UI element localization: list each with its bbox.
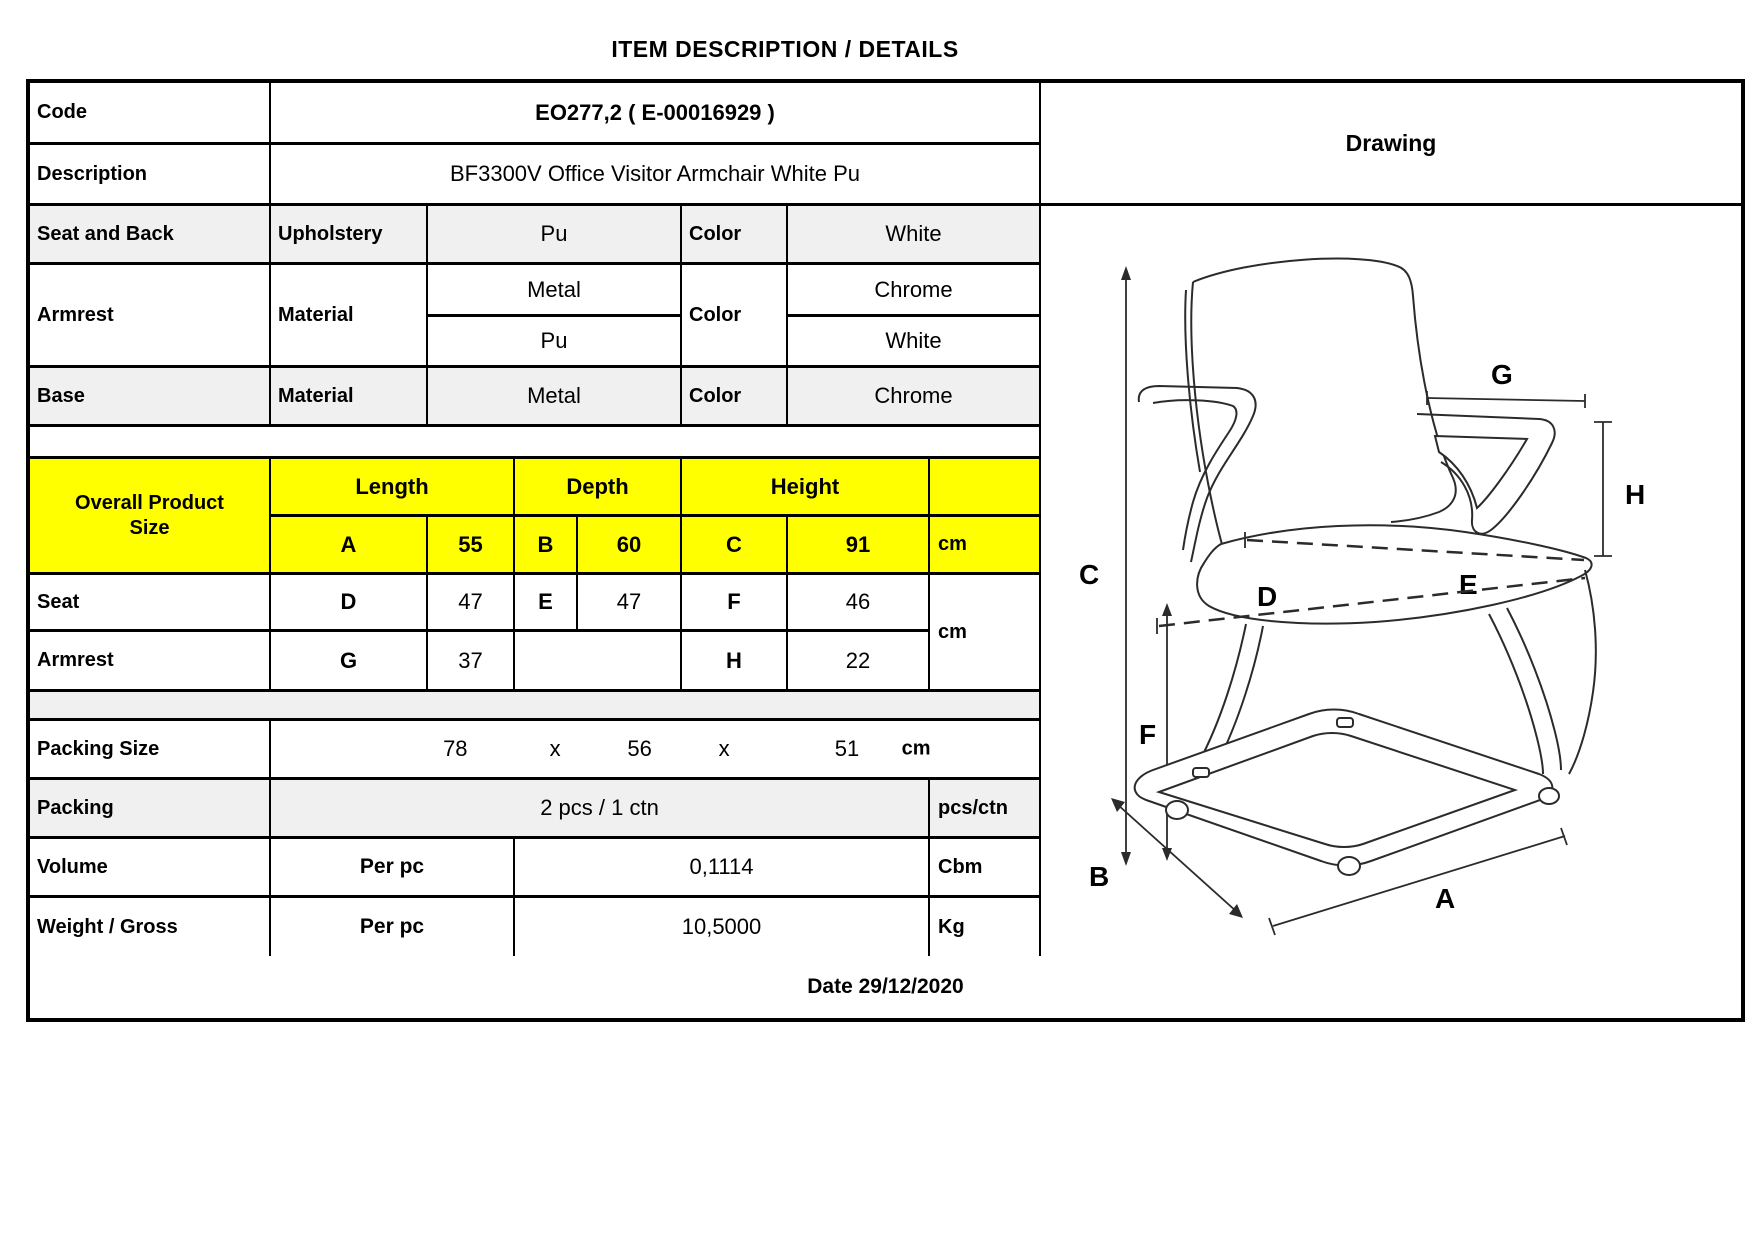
dim-label-h: H <box>1625 479 1646 510</box>
dim-label-a: A <box>1435 883 1456 914</box>
description-value: BF3300V Office Visitor Armchair White Pu <box>271 145 1041 206</box>
rail-foot-1 <box>1193 768 1209 777</box>
dim-arrow-c-top <box>1121 266 1131 280</box>
armrest-dim-label: Armrest <box>30 632 271 692</box>
overall-unit: cm <box>930 517 1041 575</box>
seat-e-value: 47 <box>578 575 682 632</box>
chair-drawing-svg <box>1041 206 1741 956</box>
dim-label-c: C <box>1079 559 1100 590</box>
caster-left <box>1166 801 1188 819</box>
dim-label-g: G <box>1491 359 1513 390</box>
volume-label: Volume <box>30 839 271 898</box>
packing-size-sep-2: x <box>718 736 730 761</box>
code-value: EO277,2 ( E-00016929 ) <box>271 83 1041 145</box>
armrest-material-1: Metal <box>428 265 682 317</box>
base-color-label: Color <box>682 368 788 427</box>
chair-back-inner-line <box>1185 290 1200 472</box>
depth-header: Depth <box>515 459 682 517</box>
packing-size-label: Packing Size <box>30 721 271 780</box>
dim-label-b: B <box>1089 861 1110 892</box>
seat-back-material: Pu <box>428 206 682 265</box>
dim-label-e: E <box>1459 569 1478 600</box>
armrest-g-key: G <box>271 632 428 692</box>
packing-size-length: 78 <box>443 736 468 761</box>
packing-value: 2 pcs / 1 ctn <box>271 780 930 839</box>
length-header: Length <box>271 459 515 517</box>
seat-dim-label: Seat <box>30 575 271 632</box>
volume-unit: Cbm <box>930 839 1041 898</box>
packing-size-sep-1: x <box>549 736 561 761</box>
dim-label-d: D <box>1257 581 1278 612</box>
dim-line-g <box>1427 398 1585 401</box>
overall-c-key: C <box>682 517 788 575</box>
armrest-color-2: White <box>788 317 1041 368</box>
chair-back-outline <box>1193 259 1456 522</box>
weight-value: 10,5000 <box>515 898 930 956</box>
packing-size-width: 56 <box>627 736 652 761</box>
seat-back-color-value: White <box>788 206 1041 265</box>
packing-unit: pcs/ctn <box>930 780 1041 839</box>
seat-f-key: F <box>682 575 788 632</box>
caster-right <box>1539 788 1559 804</box>
dim-label-f: F <box>1139 719 1157 750</box>
armrest-material-2: Pu <box>428 317 682 368</box>
base-attr: Material <box>271 368 428 427</box>
right-leg-outer <box>1507 608 1561 770</box>
armrest-attr: Material <box>271 265 428 368</box>
height-header: Height <box>682 459 930 517</box>
armrest-color-1: Chrome <box>788 265 1041 317</box>
spacer-row-shaded <box>30 692 1041 721</box>
base-color-value: Chrome <box>788 368 1041 427</box>
drawing-panel <box>1041 83 1741 956</box>
rail-foot-2 <box>1337 718 1353 727</box>
seat-d-key: D <box>271 575 428 632</box>
overall-a-key: A <box>271 517 428 575</box>
spacer-row <box>30 427 1041 459</box>
right-armrest-inner <box>1435 436 1527 508</box>
chair-drawing <box>1041 206 1741 956</box>
overall-size-label <box>30 459 271 575</box>
seat-f-value: 46 <box>788 575 930 632</box>
armrest-label: Armrest <box>30 265 271 368</box>
date-text: Date 29/12/2020 <box>807 975 964 998</box>
seat-armrest-unit: cm <box>930 575 1041 692</box>
seat-d-value: 47 <box>428 575 515 632</box>
dim-arrow-f-top <box>1162 603 1172 616</box>
overall-c-value: 91 <box>788 517 930 575</box>
packing-size-value <box>271 721 1041 780</box>
dim-arrow-c-bottom <box>1121 852 1131 866</box>
right-leg-inner <box>1489 614 1543 774</box>
packing-size-unit: cm <box>901 737 931 760</box>
chair-back-left-edge <box>1191 282 1226 558</box>
base-label: Base <box>30 368 271 427</box>
packing-label: Packing <box>30 780 271 839</box>
overall-b-key: B <box>515 517 578 575</box>
overall-b-value: 60 <box>578 517 682 575</box>
spec-table <box>26 79 1745 1022</box>
volume-basis: Per pc <box>271 839 515 898</box>
seat-back-color-label: Color <box>682 206 788 265</box>
seat-back-label: Seat and Back <box>30 206 271 265</box>
armrest-h-key: H <box>682 632 788 692</box>
armrest-g-value: 37 <box>428 632 515 692</box>
overall-a-value: 55 <box>428 517 515 575</box>
base-rail-outer <box>1135 710 1553 866</box>
seat-back-attr: Upholstery <box>271 206 428 265</box>
date-row <box>30 956 1741 1018</box>
drawing-title: Drawing <box>1041 83 1741 206</box>
weight-basis: Per pc <box>271 898 515 956</box>
spec-grid <box>30 83 1041 956</box>
armrest-empty-cell <box>515 632 682 692</box>
code-label: Code <box>30 83 271 145</box>
seat-e-key: E <box>515 575 578 632</box>
page-title: ITEM DESCRIPTION / DETAILS <box>611 36 959 62</box>
volume-value: 0,1114 <box>515 839 930 898</box>
armrest-h-value: 22 <box>788 632 930 692</box>
weight-label: Weight / Gross <box>30 898 271 956</box>
packing-size-height: 51 <box>834 736 860 761</box>
caster-front <box>1338 857 1360 875</box>
yellow-empty-cell <box>930 459 1041 517</box>
overall-size-label-text: Overall Product Size <box>75 491 224 539</box>
description-label: Description <box>30 145 271 206</box>
left-armrest-inner <box>1153 400 1236 550</box>
weight-unit: Kg <box>930 898 1041 956</box>
rear-leg-line <box>1569 570 1596 774</box>
base-material: Metal <box>428 368 682 427</box>
armrest-color-label: Color <box>682 265 788 368</box>
